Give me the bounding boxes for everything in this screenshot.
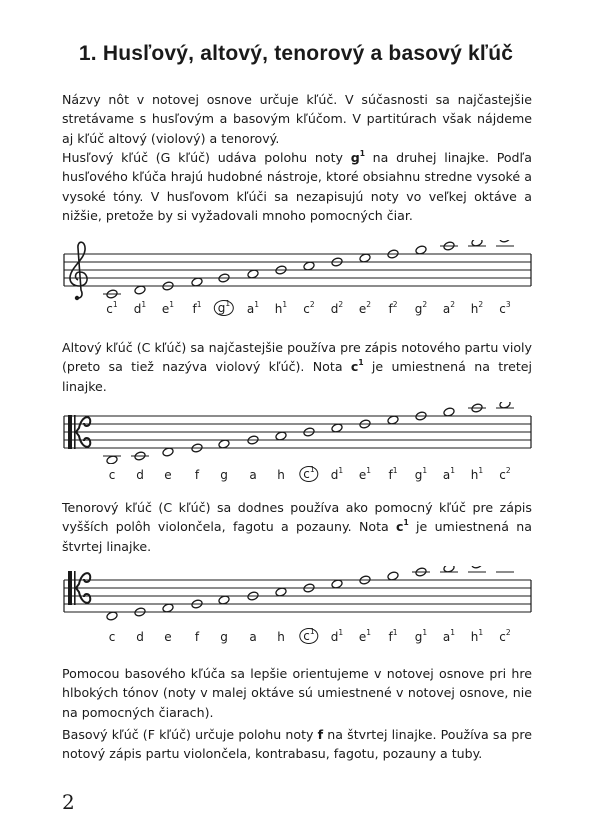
note-name-label: $g^1$ bbox=[414, 466, 428, 482]
alto-paragraph: Altový kľúč (C kľúč) sa najčastejšie používa pre zápis notového partu violy (preto sa tiež nazýva violový kľúč). Nota $c^1$ je umiestnená na tretej linajke. bbox=[62, 340, 533, 394]
note-name-label: a bbox=[249, 468, 257, 482]
note-name-label: h bbox=[277, 630, 285, 644]
note-name-label: $c^1$ bbox=[106, 300, 118, 316]
note-name-label: $c^1$ bbox=[299, 466, 318, 482]
bass-paragraph-1: Pomocou basového kľúča sa lepšie orientujeme v notovej osnove pri hre hlbokých tónov (noty v malej oktáve sú umiestnené v notovej osnove, nie na pomocných čiarach). bbox=[62, 666, 532, 720]
note-name-label: $d^1$ bbox=[330, 466, 344, 482]
page-number: 2 bbox=[62, 790, 75, 814]
note-name-label: $f^2$ bbox=[388, 300, 398, 316]
treble-staff bbox=[0, 240, 592, 302]
bass-key-note: f bbox=[317, 727, 324, 742]
note-name-label: $h^1$ bbox=[470, 628, 484, 644]
note-name-label: g bbox=[220, 468, 228, 482]
tenor-paragraph: Tenorový kľúč (C kľúč) sa dodnes používa ako pomocný kľúč pre zápis vyšších polôh violončela, fagotu a pozauny. Nota $c^1$ je umiestnená na štvrtej linajke. bbox=[62, 500, 532, 554]
note-name-label: c bbox=[108, 630, 116, 644]
note-name-label: $a^1$ bbox=[246, 300, 260, 316]
treble-note-names bbox=[0, 299, 592, 322]
note-name-label: a bbox=[249, 630, 257, 644]
note-name-label: e bbox=[164, 468, 172, 482]
note-name-label: $d^1$ bbox=[133, 300, 147, 316]
note-name-label: $g^2$ bbox=[414, 300, 428, 316]
note-name-label: $e^1$ bbox=[358, 466, 372, 482]
note-name-label: $d^1$ bbox=[330, 628, 344, 644]
note-name-label: $h^1$ bbox=[274, 300, 288, 316]
note-name-label: $d^2$ bbox=[330, 300, 344, 316]
note-name-label: $a^2$ bbox=[442, 300, 456, 316]
note-name-label: d bbox=[136, 468, 144, 482]
treble-key-note: $g^1$ bbox=[350, 148, 365, 165]
note-name-label: $a^1$ bbox=[442, 628, 456, 644]
note-name-label: $f^1$ bbox=[192, 300, 202, 316]
tenor-key-note: $c^1$ bbox=[396, 518, 409, 535]
treble-paragraph: Husľový kľúč (G kľúč) udáva polohu noty $g^1$ na druhej linajke. Podľa husľového kľúča hrajú hudobné nástroje, ktoré obsiahnu stredne vysoké a vysoké tóny. V husľovom kľúči sa nezapisujú noty vo veľkej oktáve a nižšie, pretože by si vyžadovali mnoho pomocných čiar. bbox=[62, 148, 532, 224]
note-name-label: $f^1$ bbox=[388, 466, 398, 482]
treble-clef-icon bbox=[70, 242, 87, 300]
whole-note bbox=[471, 566, 483, 569]
note-name-label: $e^1$ bbox=[358, 628, 372, 644]
whole-note bbox=[499, 240, 511, 243]
note-name-label: g bbox=[220, 630, 228, 644]
note-name-label: $g^1$ bbox=[414, 628, 428, 644]
note-name-label: $c^2$ bbox=[303, 300, 315, 316]
note-name-label: $a^1$ bbox=[442, 466, 456, 482]
note-name-label: $g^1$ bbox=[214, 300, 234, 316]
note-name-label: $e^2$ bbox=[358, 300, 372, 316]
note-name-label: $h^2$ bbox=[470, 300, 484, 316]
note-name-label: f bbox=[194, 468, 200, 482]
alto-note-names bbox=[0, 465, 592, 488]
note-name-label: h bbox=[277, 468, 285, 482]
note-name-label: $c^2$ bbox=[499, 628, 511, 644]
note-name-label: $c^3$ bbox=[499, 300, 511, 316]
note-name-label: c bbox=[108, 468, 116, 482]
note-name-label: d bbox=[136, 630, 144, 644]
note-name-label: $e^1$ bbox=[161, 300, 175, 316]
page-title: 1. Husľový, altový, tenorový a basový kľúč bbox=[78, 42, 514, 65]
tenor-note-names bbox=[0, 627, 592, 650]
note-name-label: e bbox=[164, 630, 172, 644]
intro-paragraph: Názvy nôt v notovej osnove určuje kľúč. V súčasnosti sa najčastejšie stretávame s husľovým a basovým kľúčom. V partitúrach však nájdeme aj kľúč altový (violový) a tenorový. bbox=[62, 92, 532, 146]
note-name-label: $f^1$ bbox=[388, 628, 398, 644]
tenor-staff bbox=[0, 566, 592, 628]
note-name-label: $c^2$ bbox=[499, 466, 511, 482]
alto-key-note: $c^1$ bbox=[350, 358, 364, 375]
note-name-label: f bbox=[194, 630, 200, 644]
bass-paragraph-2: Basový kľúč (F kľúč) určuje polohu noty f na štvrtej linajke. Používa sa pre notový zápis partu violončela, kontrabasu, fagotu, pozauny a tuby. bbox=[62, 727, 532, 762]
note-name-label: $h^1$ bbox=[470, 466, 484, 482]
alto-staff bbox=[0, 402, 592, 464]
note-name-label: $c^1$ bbox=[299, 628, 318, 644]
